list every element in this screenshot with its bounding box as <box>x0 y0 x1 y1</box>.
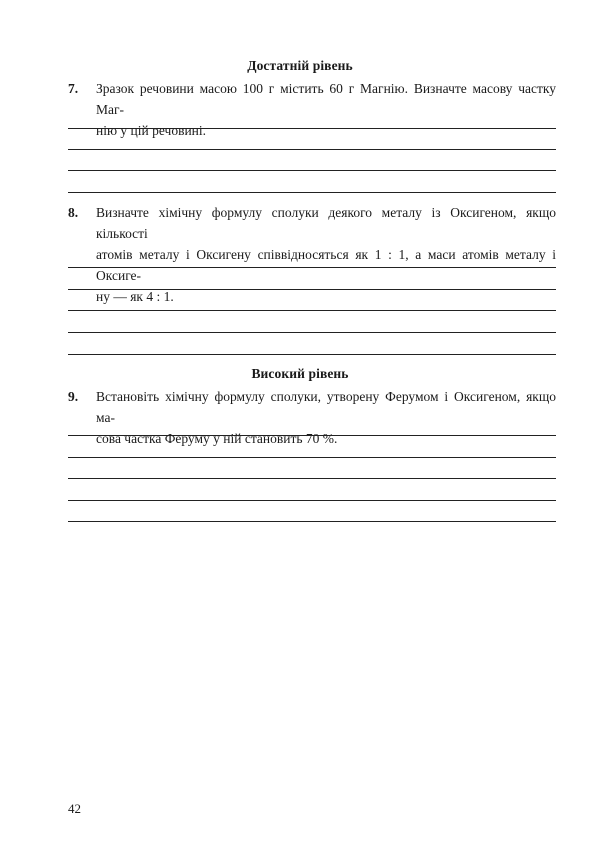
task-text-line: Визначте хімічну формулу сполуки деякого металу із Оксигеном, якщо кількості <box>96 205 556 241</box>
task-text-line: Встановіть хімічну формулу сполуки, утворену Ферумом і Оксигеном, якщо ма- <box>96 389 556 425</box>
answer-line[interactable] <box>68 170 556 171</box>
task-text-line: ну — як 4 : 1. <box>96 289 174 304</box>
task-number: 9. <box>68 389 79 404</box>
answer-line[interactable] <box>68 354 556 355</box>
answer-line[interactable] <box>68 267 556 268</box>
answer-line[interactable] <box>68 289 556 290</box>
answer-line[interactable] <box>68 435 556 436</box>
answer-line[interactable] <box>68 478 556 479</box>
task-7 <box>68 78 556 141</box>
task-text-line: сова частка Феруму у ній становить 70 %. <box>96 431 338 446</box>
task-text <box>96 202 556 307</box>
section-heading-sufficient: Достатній рівень <box>247 58 353 73</box>
section-heading-high: Високий рівень <box>251 366 349 381</box>
task-text-line: атомів металу і Оксигену співвідносяться як 1 : 1, а маси атомів металу і Оксиге- <box>96 247 556 283</box>
task-number: 8. <box>68 205 79 220</box>
task-8 <box>68 202 556 307</box>
page-number: 42 <box>68 801 81 816</box>
answer-line[interactable] <box>68 521 556 522</box>
answer-line[interactable] <box>68 332 556 333</box>
task-text-line: нію у цій речовині. <box>96 123 207 138</box>
answer-line[interactable] <box>68 500 556 501</box>
task-number: 7. <box>68 81 79 96</box>
answer-line[interactable] <box>68 192 556 193</box>
answer-line[interactable] <box>68 128 556 129</box>
answer-line[interactable] <box>68 457 556 458</box>
task-text <box>96 386 556 449</box>
answer-line[interactable] <box>68 149 556 150</box>
task-text <box>96 78 556 141</box>
task-text-line: Зразок речовини масою 100 г містить 60 г Магнію. Визначте масову частку Маг- <box>96 81 556 117</box>
answer-line[interactable] <box>68 310 556 311</box>
task-9 <box>68 386 556 449</box>
